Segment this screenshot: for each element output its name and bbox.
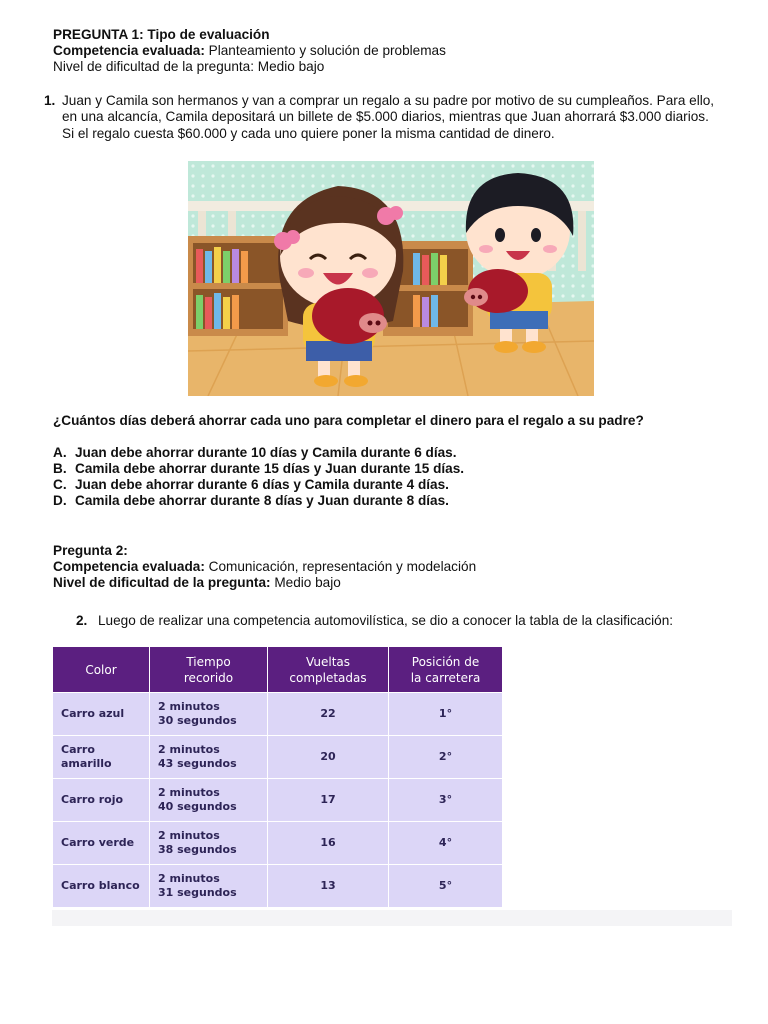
cell-tiempo [150, 779, 268, 822]
cell-posicion: 1° [389, 693, 503, 736]
cell-color: Carro rojo [53, 779, 150, 822]
q2-statement: Luego de realizar una competencia automovilística, se dio a conocer la tabla de la clasificación: [98, 613, 674, 628]
option-d-letter: D. [53, 493, 67, 508]
q1-line-3: Si el regalo cuesta $60.000 y cada uno quiere poner la misma cantidad de dinero. [62, 125, 555, 141]
header-vueltas-line1: Vueltas [305, 654, 351, 669]
cell-vueltas: 17 [268, 779, 389, 822]
q1-statement [62, 93, 742, 142]
option-d-text: Camila debe ahorrar durante 8 días y Juan durante 8 días. [75, 493, 449, 508]
q1-number: 1. [44, 93, 56, 108]
header-posicion [389, 647, 503, 693]
header-tiempo-line1: Tiempo [186, 654, 231, 669]
cell-tiempo [150, 693, 268, 736]
option-d [53, 493, 449, 509]
header-color [53, 647, 150, 693]
header-vueltas [268, 647, 389, 693]
children-piggybank-illustration [188, 161, 594, 396]
option-b-letter: B. [53, 461, 67, 476]
header-vueltas-line2: completadas [289, 670, 367, 685]
q1-heading: PREGUNTA 1: Tipo de evaluación [53, 27, 270, 42]
q1-question: ¿Cuántos días deberá ahorrar cada uno para completar el dinero para el regalo a su padre? [53, 413, 644, 428]
cell-tiempo-min: 2 minutos [158, 700, 220, 713]
cell-tiempo-seg: 43 segundos [158, 757, 237, 770]
classification-table [52, 646, 503, 908]
cell-color: Carro amarillo [53, 736, 150, 779]
option-a [53, 445, 457, 461]
cell-posicion: 2° [389, 736, 503, 779]
cell-tiempo-min: 2 minutos [158, 872, 220, 885]
q1-line-1: Juan y Camila son hermanos y van a comprar un regalo a su padre por motivo de su cumpleaños. Para ello, [62, 93, 715, 108]
q2-nivel [53, 575, 341, 591]
cell-posicion: 5° [389, 865, 503, 908]
q1-competencia-value: Planteamiento y solución de problemas [204, 43, 446, 58]
cell-vueltas: 20 [268, 736, 389, 779]
q2-nivel-label: Nivel de dificultad de la pregunta: [53, 575, 271, 590]
table-row [53, 779, 503, 822]
cell-tiempo-seg: 40 segundos [158, 800, 237, 813]
cell-vueltas: 13 [268, 865, 389, 908]
header-tiempo [150, 647, 268, 693]
q2-competencia-label: Competencia evaluada: [53, 559, 205, 574]
cell-vueltas: 16 [268, 822, 389, 865]
option-b [53, 461, 464, 477]
cell-tiempo-min: 2 minutos [158, 786, 220, 799]
table-row [53, 865, 503, 908]
cell-color: Carro blanco [53, 865, 150, 908]
q2-number: 2. [76, 613, 88, 628]
table-row [53, 736, 503, 779]
header-posicion-line1: Posición de [411, 654, 480, 669]
table-header-row [53, 647, 503, 693]
cell-tiempo-min: 2 minutos [158, 743, 220, 756]
cell-tiempo-min: 2 minutos [158, 829, 220, 842]
q2-nivel-value: Medio bajo [270, 575, 341, 590]
q1-competencia-label: Competencia evaluada: [53, 43, 205, 58]
header-color-text: Color [85, 662, 117, 677]
cell-color: Carro azul [53, 693, 150, 736]
header-posicion-line2: la carretera [410, 670, 481, 685]
option-a-text: Juan debe ahorrar durante 10 días y Camila durante 6 días. [75, 445, 457, 460]
option-a-letter: A. [53, 445, 67, 460]
option-c [53, 477, 449, 493]
cell-tiempo [150, 822, 268, 865]
option-b-text: Camila debe ahorrar durante 15 días y Juan durante 15 días. [75, 461, 465, 476]
q2-heading: Pregunta 2: [53, 543, 128, 558]
cell-tiempo-seg: 31 segundos [158, 886, 237, 899]
cell-posicion: 4° [389, 822, 503, 865]
option-c-letter: C. [53, 477, 67, 492]
q1-line-2: en una alcancía, Camila depositará un billete de $5.000 diarios, mientras que Juan ahorrará $3.000 diarios. [62, 109, 709, 125]
q1-nivel: Nivel de dificultad de la pregunta: Medio bajo [53, 59, 325, 74]
cell-vueltas: 22 [268, 693, 389, 736]
q2-competencia-value: Comunicación, representación y modelación [204, 559, 477, 574]
q2-competencia [53, 559, 476, 575]
q1-competencia [53, 43, 446, 59]
cell-tiempo [150, 736, 268, 779]
option-c-text: Juan debe ahorrar durante 6 días y Camila durante 4 días. [75, 477, 449, 492]
table-row [53, 693, 503, 736]
cell-posicion: 3° [389, 779, 503, 822]
cell-tiempo-seg: 30 segundos [158, 714, 237, 727]
header-tiempo-line2: recorido [183, 670, 234, 685]
cell-tiempo-seg: 38 segundos [158, 843, 237, 856]
cell-color: Carro verde [53, 822, 150, 865]
faded-text-strip [52, 910, 732, 926]
cell-tiempo [150, 865, 268, 908]
table-row [53, 822, 503, 865]
